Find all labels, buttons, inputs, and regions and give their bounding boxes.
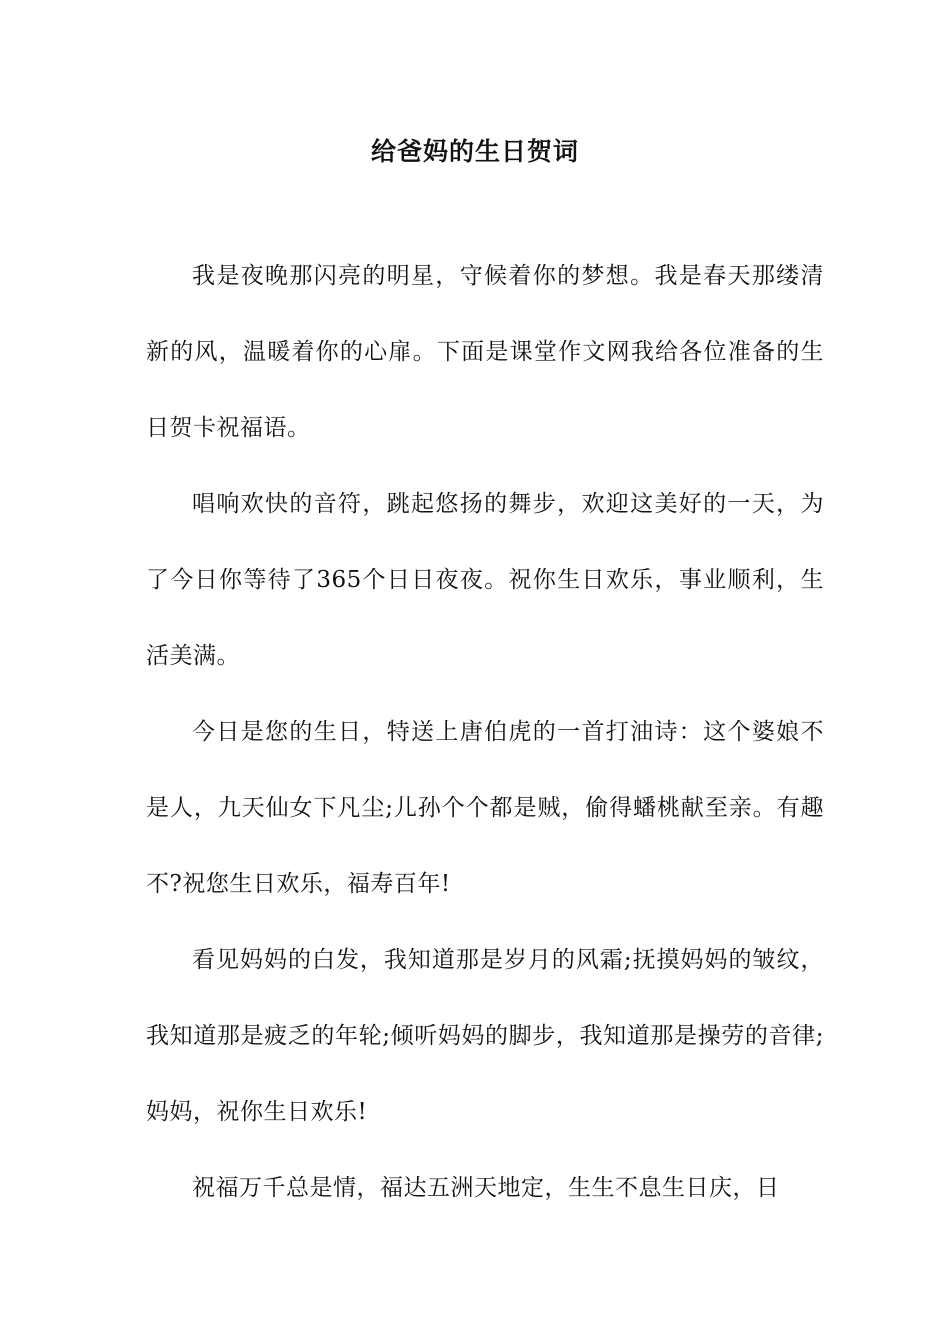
paragraph-3: 今日是您的生日，特送上唐伯虎的一首打油诗：这个婆娘不是人，九天仙女下凡尘;儿孙个个都是贼，偷得蟠桃献至亲。有趣不?祝您生日欢乐，福寿百年! bbox=[146, 719, 824, 897]
paragraph-4: 看见妈妈的白发，我知道那是岁月的风霜;抚摸妈妈的皱纹，我知道那是疲乏的年轮;倾听妈妈的脚步，我知道那是操劳的音律;妈妈，祝你生日欢乐! bbox=[146, 947, 824, 1125]
paragraph-1: 我是夜晚那闪亮的明星，守候着你的梦想。我是春天那缕清新的风，温暖着你的心扉。下面是课堂作文网我给各位准备的生日贺卡祝福语。 bbox=[146, 263, 824, 441]
document-body bbox=[146, 238, 824, 1226]
paragraph-2: 唱响欢快的音符，跳起悠扬的舞步，欢迎这美好的一天，为了今日你等待了365个日日夜夜。祝你生日欢乐，事业顺利，生活美满。 bbox=[146, 491, 824, 669]
paragraph-5: 祝福万千总是情，福达五洲天地定，生生不息生日庆，日 bbox=[192, 1175, 780, 1201]
document-title: 给爸妈的生日贺词 bbox=[370, 137, 579, 166]
